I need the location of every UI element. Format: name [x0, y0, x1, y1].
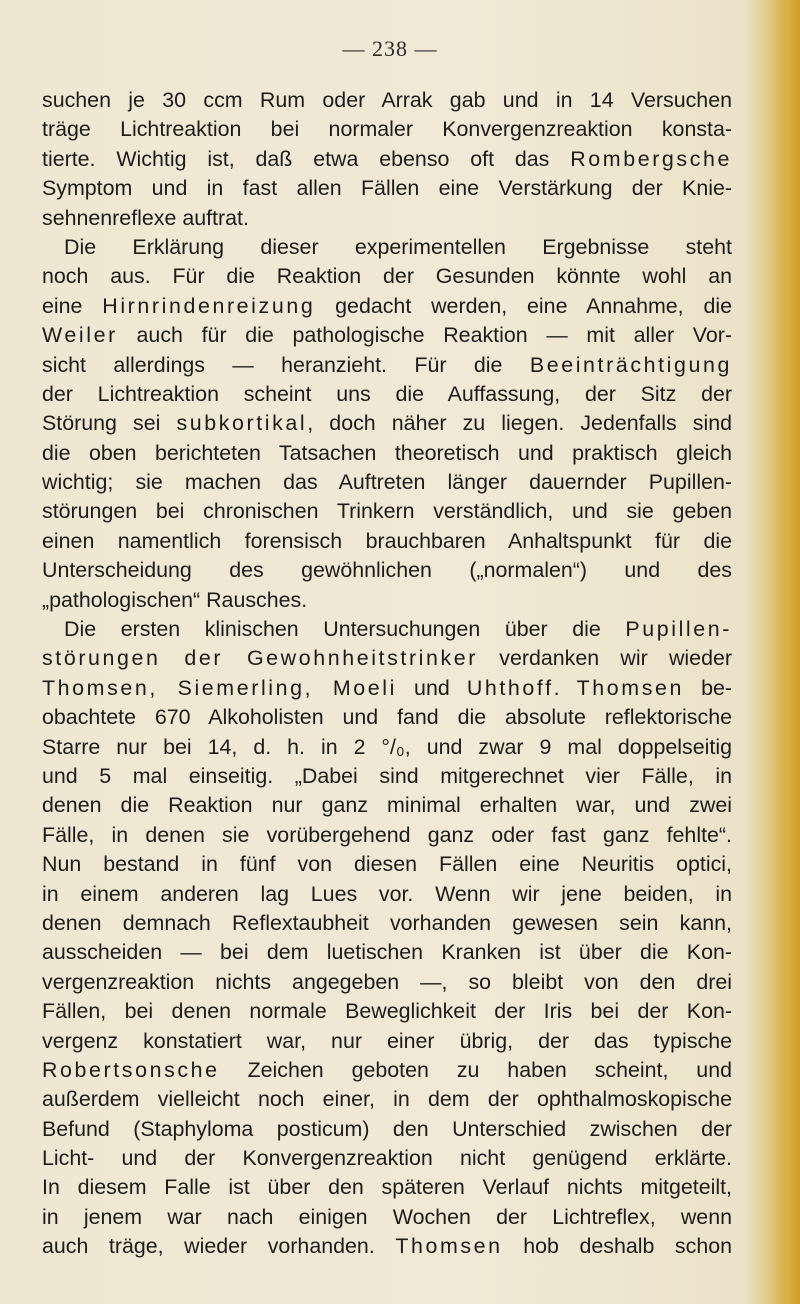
text-run: vergenzreaktion nichts angegeben —, so bleibt von den drei: [42, 969, 732, 994]
text-line: [42, 997, 732, 1026]
text-line: [42, 909, 732, 938]
text-run: tierte. Wichtig ist, daß etwa ebenso oft das: [42, 146, 571, 171]
text-line: [42, 351, 732, 380]
text-run: suchen je 30 ccm Rum oder Arrak gab und in 14 Versuchen: [42, 88, 732, 112]
text-line: [42, 409, 732, 438]
text-line: [42, 644, 732, 673]
text-line: [42, 439, 732, 468]
text-run: Fälle, in denen sie vorübergehend ganz oder fast ganz fehlte“.: [42, 822, 732, 847]
text-run: und 5 mal einseitig. „Dabei sind mitgerechnet vier Fälle, in: [42, 764, 732, 789]
text-run: denen die Reaktion nur ganz minimal erhalten war, und zwei: [42, 793, 732, 818]
text-run: hob deshalb schon: [502, 1234, 732, 1259]
text-run: in jenem war nach einigen Wochen der Lichtreflex, wenn: [42, 1204, 732, 1229]
text-line: [42, 791, 732, 820]
spaced-name: Thomsen: [576, 675, 685, 700]
text-run: wichtig; sie machen das Auftreten länger dauernder Pupillen-: [42, 470, 732, 495]
spaced-name: Pupillen-: [625, 617, 732, 642]
text-run: verdanken wir wieder: [478, 646, 732, 671]
text-run: Unterscheidung des gewöhnlichen („normalen“) und des: [42, 558, 732, 583]
text-run: , doch näher zu liegen. Jedenfalls sind: [307, 411, 732, 436]
text-line: [42, 1085, 732, 1114]
text-line: [42, 762, 732, 791]
text-line: [42, 821, 732, 850]
text-line: [42, 556, 732, 585]
spaced-name: Weiler: [42, 323, 118, 348]
text-line: [42, 938, 732, 967]
body-text: [42, 86, 732, 1262]
text-line: [42, 262, 732, 291]
text-line: [42, 703, 732, 732]
text-run: und: [396, 675, 467, 700]
text-line: [42, 292, 732, 321]
text-line: [42, 968, 732, 997]
gilded-page-edge: [778, 0, 800, 1304]
text-run: einen namentlich forensisch brauchbaren Anhaltspunkt für die: [42, 528, 732, 553]
text-line: [42, 527, 732, 556]
text-run: auch träge, wieder vorhanden.: [42, 1234, 396, 1259]
spaced-name: Thomsen: [395, 1234, 503, 1259]
text-line: [42, 1027, 732, 1056]
text-run: eine: [42, 293, 103, 318]
text-run: In diesem Falle ist über den späteren Verlauf nichts mitgeteilt,: [42, 1175, 732, 1200]
text-line: [42, 1056, 732, 1085]
text-run: der Lichtreaktion scheint uns die Auffassung, der Sitz der: [42, 381, 732, 406]
text-run: Licht- und der Konvergenzreaktion nicht genügend erklärte.: [42, 1146, 732, 1171]
text-run: auch für die pathologische Reaktion — mit aller Vor-: [117, 323, 732, 348]
spaced-name: subkortikal: [176, 411, 308, 436]
text-run: Die ersten klinischen Untersuchungen über die: [64, 617, 626, 642]
page-number: — 238 —: [342, 36, 438, 61]
text-line: [42, 733, 732, 762]
text-line: [42, 1144, 732, 1173]
text-run: träge Lichtreaktion bei normaler Konvergenzreaktion konsta-: [42, 117, 732, 142]
text-run: Nun bestand in fünf von diesen Fällen eine Neuritis optici,: [42, 852, 732, 877]
text-run: vergenz konstatiert war, nur einer übrig, der das typische: [42, 1028, 732, 1053]
spaced-name: Robertsonsche: [42, 1057, 220, 1082]
text-run: ausscheiden — bei dem luetischen Kranken ist über die Kon-: [42, 940, 732, 965]
text-line: [42, 850, 732, 879]
text-line: [42, 174, 732, 203]
text-run: gedacht werden, eine Annahme, die: [315, 293, 732, 318]
text-run: Die Erklärung dieser experimentellen Ergebnisse steht: [64, 234, 732, 259]
text-run: Starre nur bei 14, d. h. in 2 °/₀, und zwar 9 mal doppelseitig: [42, 734, 732, 759]
text-run: Symptom und in fast allen Fällen eine Verstärkung der Knie-: [42, 176, 732, 201]
text-line: [42, 380, 732, 409]
text-line: [42, 1203, 732, 1232]
text-line: [42, 321, 732, 350]
text-run: denen demnach Reflextaubheit vorhanden gewesen sein kann,: [42, 910, 732, 935]
text-line: [42, 586, 732, 615]
text-line: [42, 674, 732, 703]
text-line: [42, 1173, 732, 1202]
spaced-name: Rombergsche: [570, 146, 732, 171]
text-line: [42, 1115, 732, 1144]
text-run: .: [553, 675, 577, 700]
text-run: störungen bei chronischen Trinkern verständlich, und sie geben: [42, 499, 732, 524]
text-run: „pathologischen“ Rausches.: [42, 587, 308, 612]
text-run: Befund (Staphyloma posticum) den Unterschied zwischen der: [42, 1116, 732, 1141]
text-run: Zeichen geboten zu haben scheint, und: [219, 1057, 732, 1082]
spaced-name: Beeinträchtigung: [529, 352, 732, 377]
text-line: [42, 145, 732, 174]
text-line: [42, 880, 732, 909]
spaced-name: störungen der Gewohnheitstrinker: [42, 646, 479, 671]
text-run: außerdem vielleicht noch einer, in dem der ophthalmoskopische: [42, 1087, 732, 1112]
spaced-name: Uhthoff: [466, 675, 554, 700]
text-line: [42, 1232, 732, 1261]
spaced-name: Hirnrindenreizung: [102, 293, 316, 318]
text-line: [42, 468, 732, 497]
text-run: in einem anderen lag Lues vor. Wenn wir jene beiden, in: [42, 881, 732, 906]
text-line: [42, 204, 732, 233]
text-run: sicht allerdings — heranzieht. Für die: [42, 352, 530, 377]
text-run: obachtete 670 Alkoholisten und fand die absolute reflektorische: [42, 705, 732, 730]
text-line: [42, 115, 732, 144]
text-line: [42, 233, 732, 262]
text-run: Fällen, bei denen normale Beweglichkeit der Iris bei der Kon-: [42, 999, 732, 1024]
text-run: die oben berichteten Tatsachen theoretisch und praktisch gleich: [42, 440, 732, 465]
text-line: [42, 497, 732, 526]
text-line: [42, 86, 732, 115]
text-run: Störung sei: [42, 411, 177, 436]
text-run: be-: [684, 675, 732, 700]
spaced-name: Thomsen, Siemerling, Moeli: [42, 675, 397, 700]
text-run: sehnenreflexe auftrat.: [42, 205, 249, 230]
text-run: noch aus. Für die Reaktion der Gesunden könnte wohl an: [42, 264, 732, 289]
text-line: [42, 615, 732, 644]
